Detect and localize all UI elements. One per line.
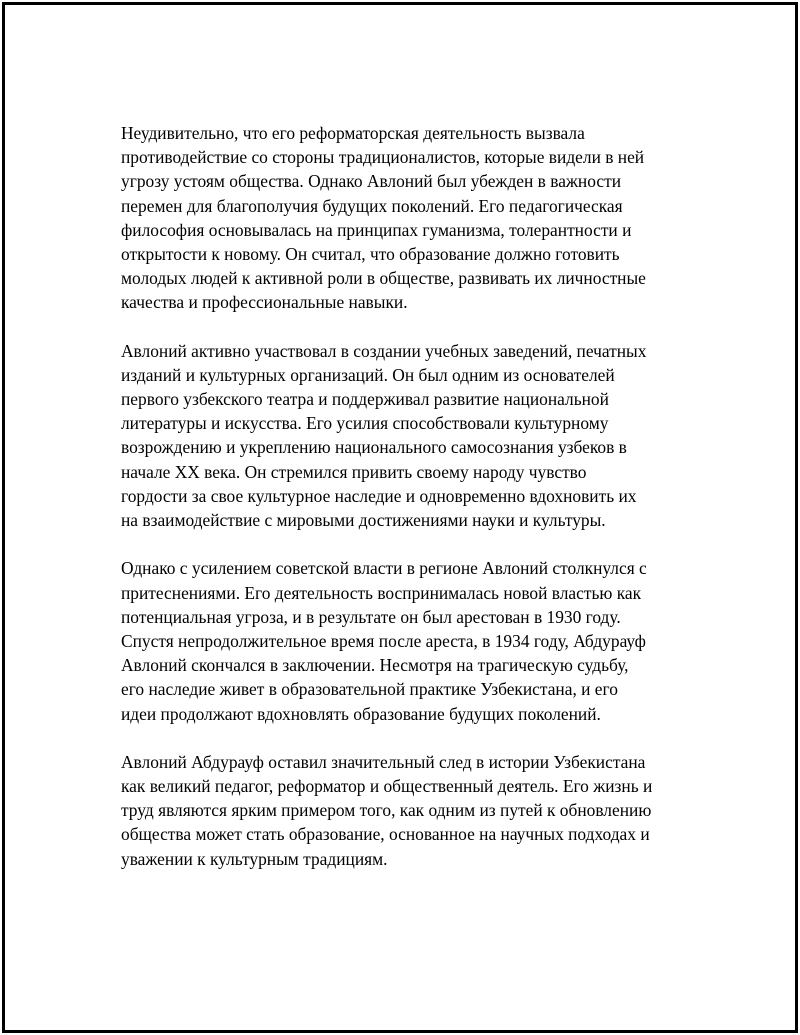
text-line: начале XX века. Он стремился привить своему народу чувство bbox=[121, 461, 587, 482]
text-line: его наследие живет в образовательной практике Узбекистана, и его bbox=[121, 679, 618, 700]
text-line: угрозу устоям общества. Однако Авлоний был убежден в важности bbox=[121, 171, 621, 192]
text-line: открытости к новому. Он считал, что образование должно готовить bbox=[121, 243, 620, 264]
text-line: изданий и культурных организаций. Он был одним из основателей bbox=[121, 364, 615, 385]
text-line: Спустя непродолжительное время после ареста, в 1934 году, Абдурауф bbox=[121, 630, 646, 651]
text-line: общества может стать образование, основанное на научных подходах и bbox=[121, 824, 650, 845]
text-line: Однако с усилением советской власти в регионе Авлоний столкнулся с bbox=[121, 558, 647, 579]
text-line: потенциальная угроза, и в результате он был арестован в 1930 году. bbox=[121, 606, 621, 627]
text-line: уважении к культурным традициям. bbox=[121, 848, 388, 869]
text-line: гордости за свое культурное наследие и одновременно вдохновить их bbox=[121, 485, 637, 506]
paragraph-2 bbox=[121, 339, 701, 533]
text-line: идеи продолжают вдохновлять образование будущих поколений. bbox=[121, 703, 601, 724]
text-line: противодействие со стороны традиционалистов, которые видели в ней bbox=[121, 147, 645, 168]
paragraph-1 bbox=[121, 121, 701, 315]
text-line: качества и профессиональные навыки. bbox=[121, 292, 408, 313]
text-line: Авлоний Абдурауф оставил значительный след в истории Узбекистана bbox=[121, 751, 646, 772]
text-line: перемен для благополучия будущих поколений. Его педагогическая bbox=[121, 195, 623, 216]
paragraph-4 bbox=[121, 750, 701, 871]
text-line: первого узбекского театра и поддерживал развитие национальной bbox=[121, 389, 609, 410]
text-line: Авлоний активно участвовал в создании учебных заведений, печатных bbox=[121, 340, 647, 361]
text-line: притеснениями. Его деятельность воспринималась новой властью как bbox=[121, 582, 642, 603]
document-body bbox=[121, 121, 701, 895]
text-line: труд являются ярким примером того, как одним из путей к обновлению bbox=[121, 800, 652, 821]
text-line: на взаимодействие с мировыми достижениями науки и культуры. bbox=[121, 510, 606, 530]
text-line: философия основывалась на принципах гуманизма, толерантности и bbox=[121, 219, 632, 240]
text-line: молодых людей к активной роли в обществе, развивать их личностные bbox=[121, 268, 646, 289]
text-line: Неудивительно, что его реформаторская деятельность вызвала bbox=[121, 123, 585, 143]
text-line: литературы и искусства. Его усилия способствовали культурному bbox=[121, 413, 609, 434]
document-page bbox=[2, 2, 798, 1033]
text-line: возрождению и укреплению национального самосознания узбеков в bbox=[121, 437, 627, 458]
text-line: как великий педагог, реформатор и общественный деятель. Его жизнь и bbox=[121, 776, 653, 797]
text-line: Авлоний скончался в заключении. Несмотря на трагическую судьбу, bbox=[121, 655, 629, 676]
paragraph-3 bbox=[121, 556, 701, 725]
